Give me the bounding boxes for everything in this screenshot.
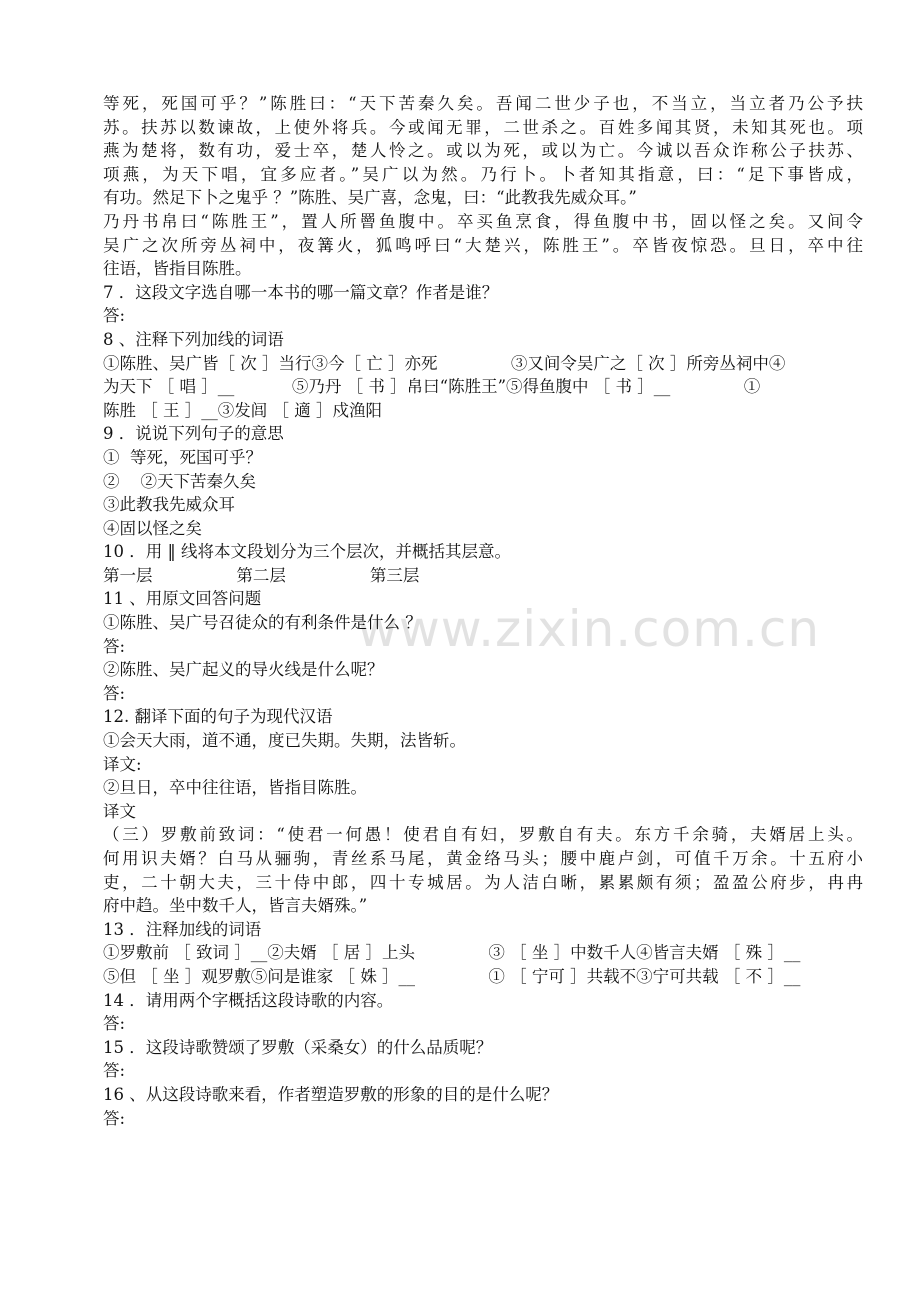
text-line: 14 ．请用两个字概括这段诗歌的内容。 [103,990,394,1010]
text-line: 答: [103,683,126,703]
text-line: 8 、注释下列加线的词语 [103,329,284,349]
text-line: 陈胜 ［ 王 ］__③发闾 ［ 適 ］戍渔阳 [103,400,382,420]
text-line: 往语，皆指目陈胜。 [103,259,252,279]
text-line: 7 ．这段文字选自哪一本书的哪一篇文章？作者是谁？ [103,282,499,302]
text-line: ① 等死，死国可乎？ [103,447,262,467]
text-line: 9 ．说说下列句子的意思 [103,424,284,444]
text-line: ①陈胜、吴广号召徒众的有利条件是什么 ？ [103,613,422,633]
text-line: 第一层 第二层 第三层 [103,565,420,585]
text-line: 项燕，为天下唱，宜多应者。”吴广以为然。乃行卜。卜者知其指意，曰：“足下事皆成， [103,164,863,184]
watermark: www.zixin.com.cn [357,600,821,658]
text-line: ②旦日，卒中往往语，皆指目陈胜。 [103,778,367,798]
text-line: ② ②天下苦秦久矣 [103,471,256,491]
text-line: 译文 [103,801,136,821]
text-line: 16 、从这段诗歌来看，作者塑造罗敷的形象的目的是什么呢？ [103,1084,559,1104]
text-line: 为天下 ［ 唱 ］__ ⑤乃丹 ［ 书 ］帛曰“陈胜王”⑤得鱼腹中 ［ 书 ］__ ① [103,377,761,397]
text-line: （三）罗敷前致词：“使君一何愚！使君自有妇，罗敷自有夫。东方千余骑，夫婿居上头。 [103,825,863,845]
text-line: ③此教我先威众耳 [103,495,235,515]
text-line: ⑤但 ［ 坐 ］观罗敷⑤问是谁家 ［ 姝 ］__ ① ［ 宁可 ］共载不③宁可共载 ［ 不 ］__ [103,966,801,986]
text-line: 府中趋。坐中数千人，皆言夫婿殊。” [103,896,368,916]
text-line: ①会天大雨，道不通，度已失期。失期，法皆斩。 [103,731,466,751]
text-line: 何用识夫婿？白马从骊驹，青丝系马尾，黄金络马头；腰中鹿卢剑，可值千万余。十五府小 [103,849,863,868]
text-line: 15 ．这段诗歌赞颂了罗敷（采桑女）的什么品质呢？ [103,1037,493,1057]
text-line: ②陈胜、吴广起义的导火线是什么呢？ [103,660,384,680]
text-line: 燕为楚将，数有功，爱士卒，楚人怜之。或以为死，或以为亡。今诚以吾众诈称公子扶苏、 [103,141,863,161]
text-line: 等死，死国可乎？”陈胜曰：“天下苦秦久矣。吾闻二世少子也，不当立，当立者乃公予扶 [103,94,863,113]
text-line: 吴广之次所旁丛祠中，夜篝火，狐鸣呼曰“大楚兴，陈胜王”。卒皆夜惊恐。旦日，卒中往 [103,235,863,255]
text-line: 答: [103,306,126,326]
text-line: ④固以怪之矣 [103,518,202,538]
text-line: 苏。扶苏以数谏故，上使外将兵。今或闻无罪，二世杀之。百姓多闻其贤，未知其死也。项 [103,117,863,137]
text-line: 10 ．用 ‖ 线将本文段划分为三个层次，并概括其层意。 [103,542,511,562]
text-line: 乃丹书帛曰“陈胜王”，置人所罾鱼腹中。卒买鱼烹食，得鱼腹中书，固以怪之矣。又间令 [103,211,863,231]
text-line: 译文: [103,754,142,774]
text-line: 答: [103,1108,126,1128]
text-line: 吏，二十朝大夫，三十侍中郎，四十专城居。为人洁白晰，累累颇有须；盈盈公府步，冉冉 [103,872,863,892]
document-page [103,92,863,1130]
text-line: 答: [103,1014,126,1034]
text-line: 12. 翻译下面的句子为现代汉语 [103,707,333,727]
text-line: 11 、用原文回答问题 [103,589,262,609]
text-line: 13 ．注释加线的词语 [103,919,262,939]
text-line: 有功。然足下卜之鬼乎 ？”陈胜、吴广喜，念鬼，曰：“此教我先威众耳。” [103,188,637,208]
text-line: ①陈胜、吴广皆［ 次 ］当行③今［ 亡 ］亦死 ③又间令吴广之［ 次 ］所旁丛祠中④ [103,353,786,373]
text-line: 答: [103,1061,126,1081]
text-line: ①罗敷前 ［ 致词 ］__②夫婿 ［ 居 ］上头 ③ ［ 坐 ］中数千人④皆言夫婿 ［ 殊 ］__ [103,943,801,963]
text-line: 答: [103,636,126,656]
